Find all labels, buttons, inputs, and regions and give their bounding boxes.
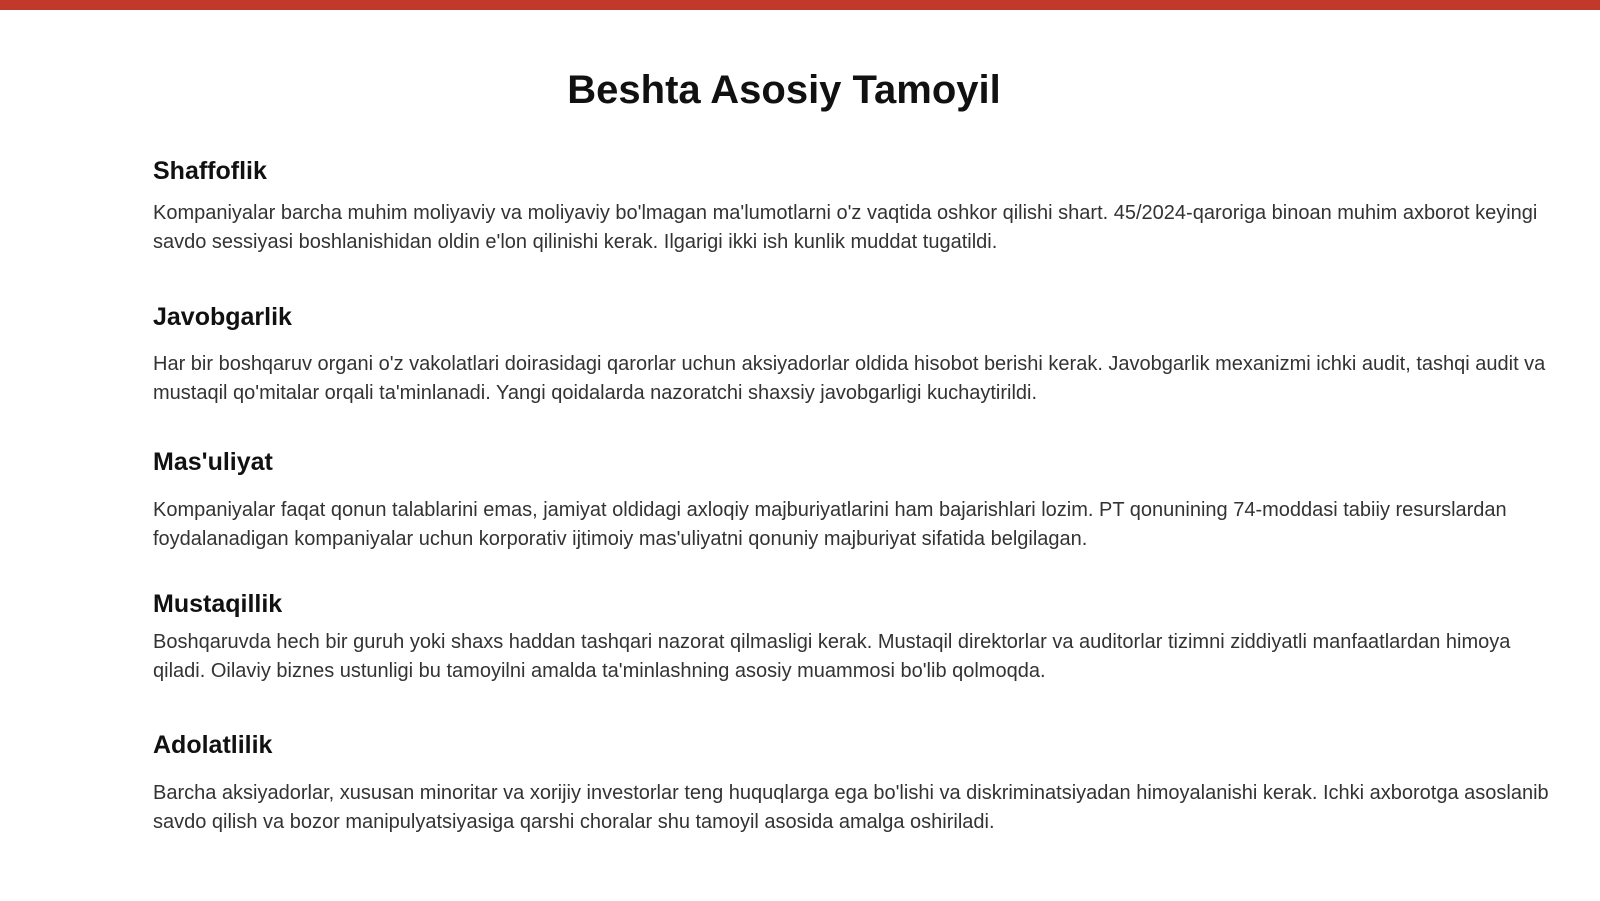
principle-description: Kompaniyalar faqat qonun talablarini emas, jamiyat oldidagi axloqiy majburiyatlarini ham bajarishlari lozim. PT qonunining 74-moddasi tabiiy resurslardan foydalanadigan kompaniyalar uchun korporativ ijtimoiy mas'uliyatni qonuniy majburiyat sifatida belgilagan. bbox=[153, 499, 1507, 550]
principle-description: Kompaniyalar barcha muhim moliyaviy va moliyaviy bo'lmagan ma'lumotlarni o'z vaqtida oshkor qilishi shart. 45/2024-qaroriga binoan muhim axborot keyingi savdo sessiyasi boshlanishidan oldin e'lon qilinishi kerak. Ilgarigi ikki ish kunlik muddat tugatildi. bbox=[153, 202, 1538, 253]
principle-description: Boshqaruvda hech bir guruh yoki shaxs haddan tashqari nazorat qilmasligi kerak. Mustaqil direktorlar va auditorlar tizimni ziddiyatli manfaatlardan himoya qiladi. Oilaviy biznes ustunligi bu tamoyilni amalda ta'minlashning asosiy muammosi bo'lib qolmoqda. bbox=[153, 631, 1511, 682]
slide-title: Beshta Asosiy Tamoyil bbox=[567, 68, 1001, 112]
principle-section-responsibility bbox=[153, 446, 1553, 554]
principle-description: Barcha aksiyadorlar, xususan minoritar va xorijiy investorlar teng huquqlarga ega bo'lishi va diskriminatsiyadan himoyalanishi kerak. Ichki axborotga asoslanib savdo qilish va bozor manipulyatsiyasiga qarshi choralar shu tamoyil asosida amalga oshiriladi. bbox=[153, 782, 1549, 833]
principle-heading: Adolatlilik bbox=[153, 731, 273, 759]
principle-section-accountability bbox=[153, 301, 1553, 408]
principle-section-transparency bbox=[153, 155, 1553, 257]
principle-heading: Shaffoflik bbox=[153, 157, 267, 185]
principle-description: Har bir boshqaruv organi o'z vakolatlari doirasidagi qarorlar uchun aksiyadorlar oldida hisobot berishi kerak. Javobgarlik mexanizmi ichki audit, tashqi audit va mustaqil qo'mitalar orqali ta'minlanadi. Yangi qoidalarda nazoratchi shaxsiy javobgarligi kuchaytirildi. bbox=[153, 353, 1546, 404]
principle-section-fairness bbox=[153, 729, 1553, 837]
principle-heading: Mustaqillik bbox=[153, 590, 283, 618]
principle-heading: Mas'uliyat bbox=[153, 448, 273, 476]
principle-heading: Javobgarlik bbox=[153, 303, 292, 331]
top-accent-bar bbox=[0, 0, 1600, 10]
principle-section-independence bbox=[153, 588, 1553, 686]
